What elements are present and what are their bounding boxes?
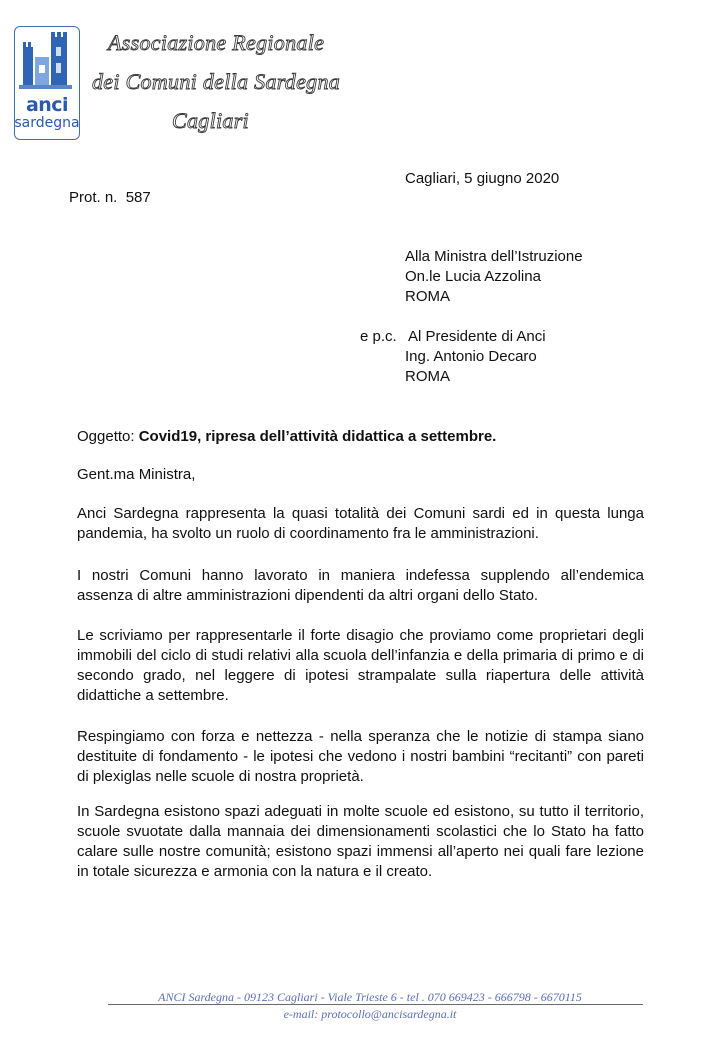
logo-text-anci: anci — [25, 94, 69, 116]
subject-label: Oggetto: — [77, 428, 135, 445]
castle-tower-icon — [15, 27, 78, 93]
org-name-line-3: Cagliari — [172, 108, 249, 133]
cc-recipient-line-1: Al Presidente di Anci — [408, 328, 546, 345]
cc-recipient-line-2: Ing. Antonio Decaro — [405, 348, 537, 365]
org-name-line-2: dei Comuni della Sardegna — [92, 69, 341, 94]
footer-address: ANCI Sardegna - 09123 Cagliari - Viale Trieste 6 - tel . 070 669423 - 666798 - 6670115 — [158, 990, 582, 1004]
greeting: Gent.ma Ministra, — [77, 466, 196, 483]
body-paragraph-2: I nostri Comuni hanno lavorato in maniera indefessa supplendo all’endemica assenza di altre amministrazioni dipendenti da altri organi dello Stato. — [77, 567, 644, 604]
body-paragraph-5: In Sardegna esistono spazi adeguati in molte scuole ed esistono, su tutto il territorio, scuole svuotate dalla mannaia dei dimensionamenti scolastici che lo Stato ha fatto calare sulle nostre comunità; esistono spazi immensi all’aperto nei quali fare lezione in totale sicurezza e armonia con la natura e il creato. — [77, 803, 644, 880]
recipient-line-2: On.le Lucia Azzolina — [405, 268, 541, 285]
footer-email: e-mail: protocollo@ancisardegna.it — [283, 1007, 457, 1021]
recipient-line-3: ROMA — [405, 288, 450, 305]
protocol-number: Prot. n. 587 — [69, 189, 151, 206]
logo-text-sardegna: sardegna — [14, 115, 80, 131]
recipient-line-1: Alla Ministra dell’Istruzione — [405, 248, 583, 265]
subject-text: Covid19, ripresa dell’attività didattica a settembre. — [138, 428, 497, 445]
cc-recipient-line-3: ROMA — [405, 368, 450, 385]
org-name-line-1: Associazione Regionale — [108, 30, 325, 55]
logo-text — [14, 92, 80, 130]
subject-line — [77, 427, 496, 447]
body-paragraph-3: Le scriviamo per rappresentarle il forte disagio che proviamo come proprietari degli immobili del ciclo di studi relativi alla scuola dell’infanzia e della primaria di primo e di secondo grado, nel leggere di ipotesi strampalate sulla riapertura delle attività didattiche a settembre. — [77, 627, 644, 704]
body-paragraph-4: Respingiamo con forza e nettezza - nella speranza che le notizie di stampa siano destituite di fondamento - le ipotesi che vedono i nostri bambini “recitanti” con pareti di plexiglas nelle scuole di nostra proprietà. — [77, 728, 644, 785]
body-paragraph-1: Anci Sardegna rappresenta la quasi totalità dei Comuni sardi ed in questa lunga pandemia, ha svolto un ruolo di coordinamento fra le amministrazioni. — [77, 505, 644, 542]
letter-date: Cagliari, 5 giugno 2020 — [405, 170, 560, 187]
cc-label: e p.c. — [360, 328, 397, 345]
